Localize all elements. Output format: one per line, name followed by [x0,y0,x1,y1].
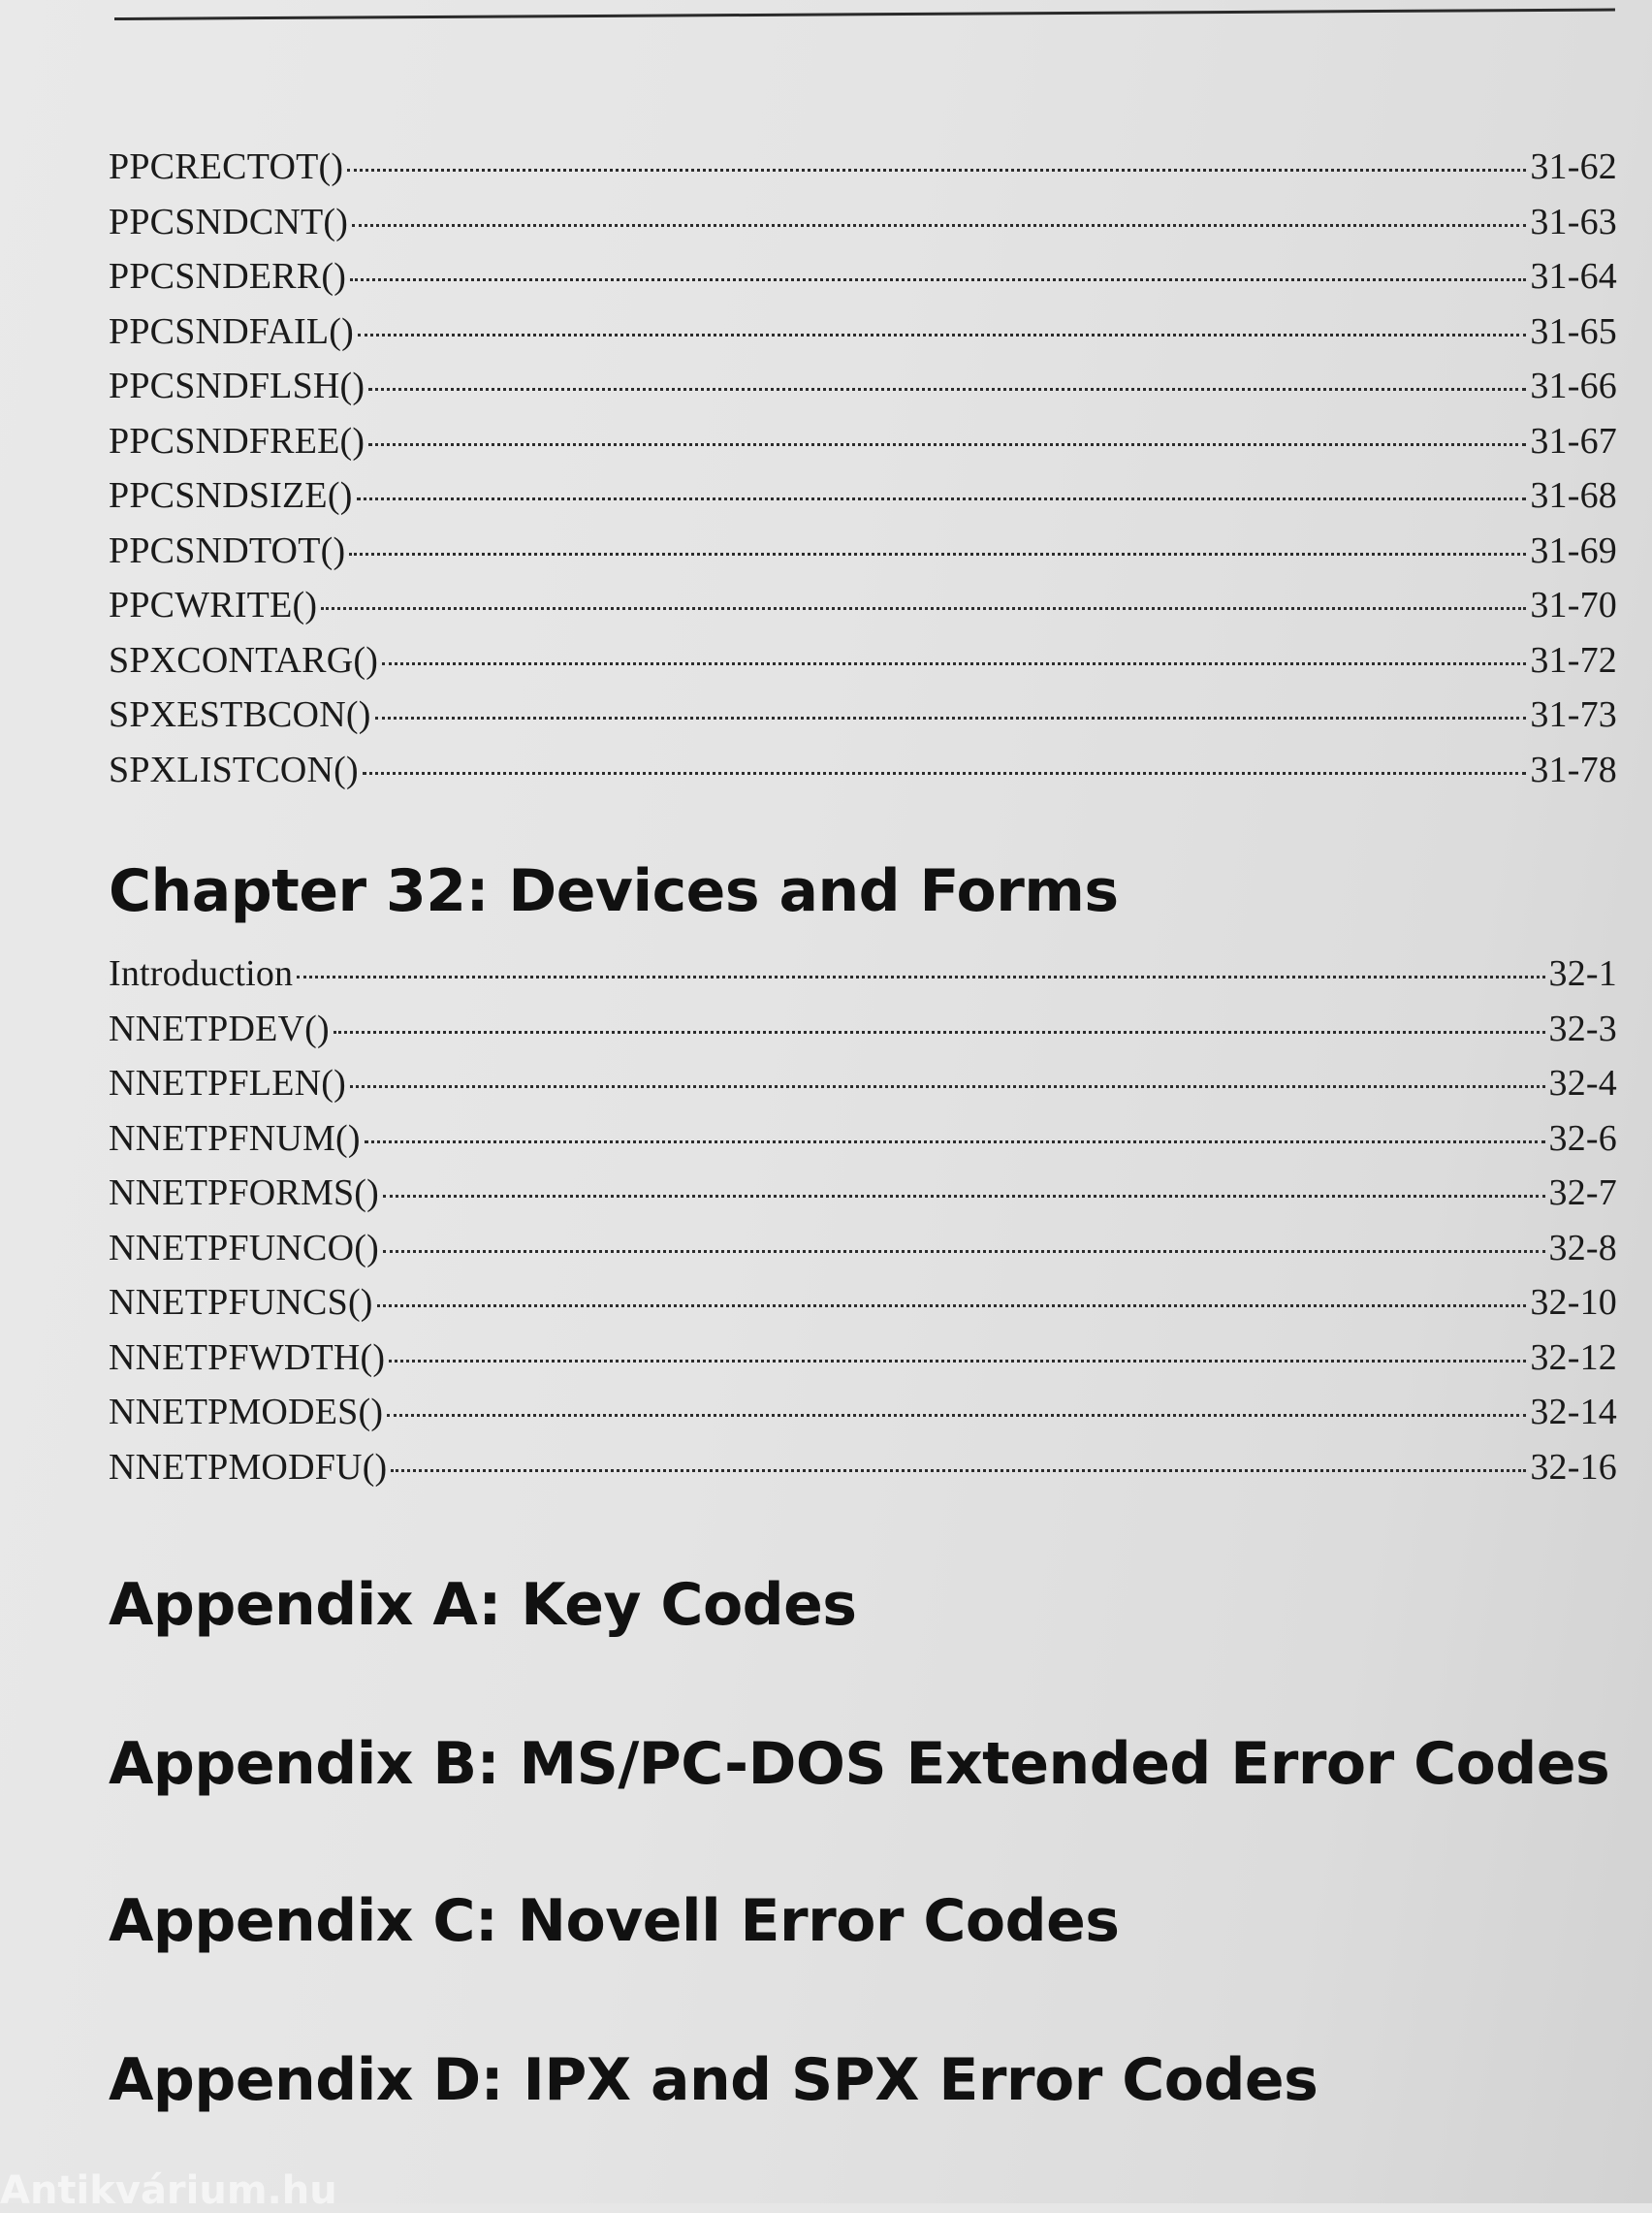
toc-entry-page: 31-70 [1530,585,1617,625]
dot-leader [382,662,1526,665]
toc-entry-page: 31-63 [1530,201,1617,242]
toc-entry-name: SPXESTBCON() [109,694,371,735]
toc-entry-page: 32-16 [1530,1446,1617,1488]
toc-entry-name: PPCSNDSIZE() [109,475,353,516]
toc-entry [109,529,1617,585]
top-rule [114,9,1615,20]
toc-entry [109,1062,1617,1117]
dot-leader [321,607,1526,610]
toc-entry-page: 31-68 [1530,475,1617,516]
toc-entry-name: NNETPFUNCS() [109,1282,373,1323]
appendix-c-heading: Appendix C: Novell Error Codes [109,1887,1120,1955]
toc-entry [109,1446,1617,1501]
toc-entry [109,1391,1617,1446]
toc-entry-page: 32-10 [1530,1282,1617,1323]
toc-entry [109,420,1617,475]
toc-entry-name: PPCSNDFREE() [109,420,365,462]
toc-entry-name: PPCSNDFLSH() [109,366,365,406]
toc-entry [109,310,1617,366]
dot-leader [368,388,1526,391]
toc-entry [109,474,1617,529]
toc-entry [109,1227,1617,1282]
toc-entry-name: NNETPFUNCO() [109,1227,379,1268]
toc-entry-page: 32-3 [1548,1008,1617,1049]
toc-entry-name: NNETPMODES() [109,1392,384,1432]
toc-entry-name: PPCWRITE() [109,585,318,625]
toc-entry-name: SPXCONTARG() [109,639,379,681]
dot-leader [357,497,1527,500]
toc-entry-page: 32-7 [1548,1172,1617,1213]
toc-entry-page: 31-69 [1530,529,1617,571]
dot-leader [350,278,1526,281]
toc-entry-page: 31-64 [1530,256,1617,297]
dot-leader [358,334,1526,337]
dot-leader [365,1140,1545,1143]
toc-entry [109,255,1617,310]
toc-entry [109,1336,1617,1392]
chapter-31-entries [109,145,1617,803]
toc-entry-page: 31-78 [1530,749,1617,790]
dot-leader [389,1360,1526,1363]
toc-entry-name: PPCRECTOT() [109,146,344,187]
toc-entry-page: 31-67 [1530,420,1617,462]
watermark: Antikvárium.hu [0,2168,337,2213]
toc-entry [109,145,1617,201]
toc-entry-page: 31-62 [1530,146,1617,187]
toc-entry-name: SPXLISTCON() [109,749,359,790]
toc-entry [109,639,1617,694]
toc-entry-name: NNETPFNUM() [109,1117,361,1159]
toc-entry-name: NNETPFORMS() [109,1172,379,1213]
toc-entry [109,1008,1617,1063]
toc-entry [109,1281,1617,1336]
toc-entry [109,952,1617,1008]
toc-entry-name: PPCSNDFAIL() [109,310,354,352]
dot-leader [297,976,1544,978]
toc-entry-page: 31-65 [1530,310,1617,352]
toc-entry-page: 32-8 [1548,1227,1617,1268]
toc-entry-page: 32-1 [1548,953,1617,994]
toc-entry-name: NNETPFLEN() [109,1063,346,1104]
toc-entry [109,1171,1617,1227]
dot-leader [363,772,1526,775]
toc-entry [109,365,1617,420]
appendix-d-heading: Appendix D: IPX and SPX Error Codes [109,2046,1318,2114]
dot-leader [350,1085,1545,1088]
dot-leader [368,443,1526,446]
dot-leader [347,169,1526,172]
toc-entry [109,584,1617,639]
toc-entry-page: 32-4 [1548,1063,1617,1104]
toc-entry-name: PPCSNDTOT() [109,529,346,571]
toc-entry-name: NNETPDEV() [109,1008,330,1049]
chapter-32-entries [109,952,1617,1500]
toc-entry-name: NNETPMODFU() [109,1446,388,1488]
appendix-a-heading: Appendix A: Key Codes [109,1571,857,1639]
chapter-32-heading: Chapter 32: Devices and Forms [109,857,1119,925]
dot-leader [383,1250,1545,1253]
appendix-b-heading: Appendix B: MS/PC-DOS Extended Error Codes [109,1730,1610,1798]
dot-leader [334,1031,1545,1034]
dot-leader [375,717,1527,720]
toc-entry-name: PPCSNDERR() [109,256,347,297]
toc-entry-name: PPCSNDCNT() [109,201,349,242]
dot-leader [387,1414,1526,1417]
dot-leader [383,1195,1545,1198]
toc-entry-name: Introduction [109,953,294,994]
dot-leader [377,1304,1527,1307]
toc-entry-page: 32-14 [1530,1392,1617,1432]
toc-entry-page: 32-6 [1548,1117,1617,1159]
dot-leader [352,224,1526,227]
dot-leader [391,1469,1526,1472]
dot-leader [349,553,1526,556]
toc-entry [109,693,1617,749]
toc-entry [109,201,1617,256]
toc-entry-page: 31-72 [1530,639,1617,681]
toc-entry-name: NNETPFWDTH() [109,1336,386,1378]
toc-entry [109,1117,1617,1172]
toc-entry-page: 31-66 [1530,366,1617,406]
toc-entry [109,749,1617,804]
toc-entry-page: 32-12 [1530,1336,1617,1378]
toc-entry-page: 31-73 [1530,694,1617,735]
